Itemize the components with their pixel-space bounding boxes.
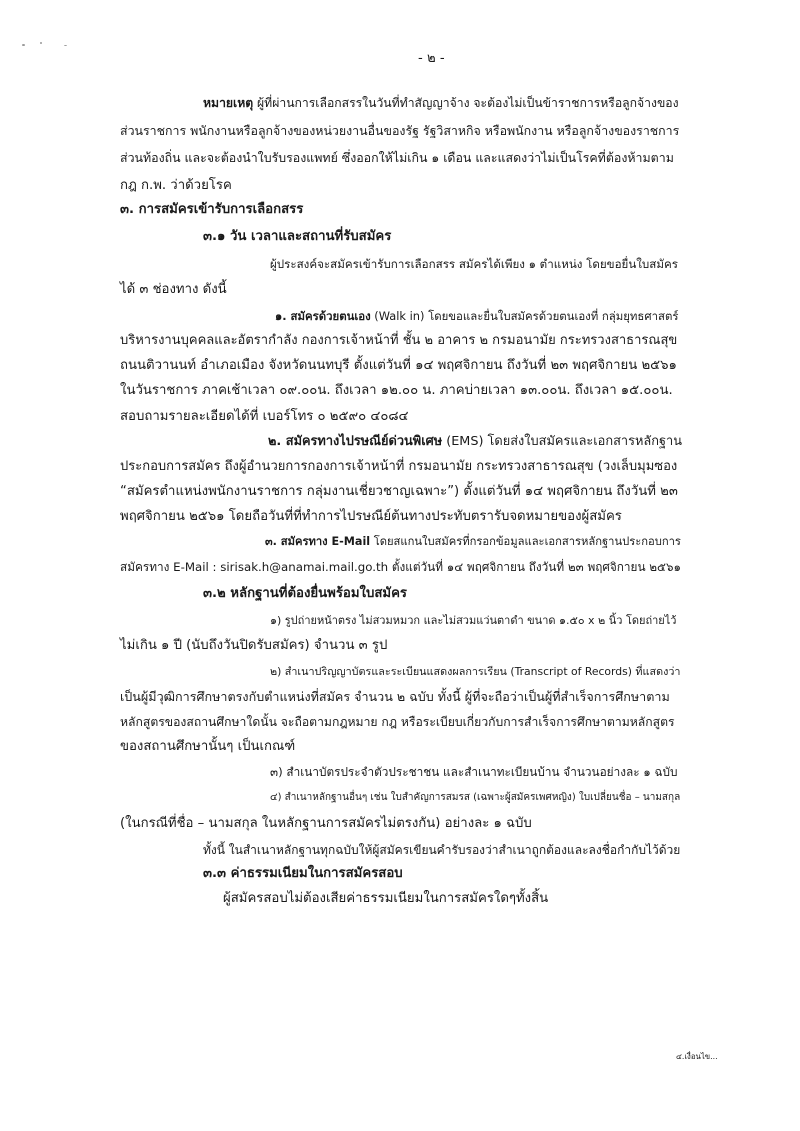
channel-2-line-2: ประกอบการสมัคร ถึงผู้อำนวยการกองการเจ้าหน้าที่ กรมอนามัย กระทรวงสาธารณสุข (วงเล็บมุมซอง: [120, 459, 678, 474]
doc-item-2-line-3: หลักสูตรของสถานศึกษาใดนั้น จะถือตามกฎหมาย กฎ หรือระเบียบเกี่ยวกับการสำเร็จการศึกษาตามหลักสูตร: [120, 715, 675, 729]
page-number: - ๒ -: [418, 51, 445, 66]
channel-1-line-1: [275, 307, 678, 325]
note-text: ผู้ที่ผ่านการเลือกสรรในวันที่ทำสัญญาจ้าง จะต้องไม่เป็นข้าราชการหรือลูกจ้างของ: [253, 96, 679, 110]
note-line-2: ส่วนราชการ พนักงานหรือลูกจ้างของหน่วยงานอื่นของรัฐ รัฐวิสาหกิจ หรือพนักงาน หรือลูกจ้างของราชการ: [120, 123, 680, 138]
section-3-2-heading: ๓.๒ หลักฐานที่ต้องยื่นพร้อมใบสมัคร: [203, 586, 407, 601]
channel-3-line-2: สมัครทาง E-Mail : sirisak.h@anamai.mail.go.th ตั้งแต่วันที่ ๑๔ พฤศจิกายน ถึงวันที่ ๒๓ พฤศจิกายน ๒๕๖๑: [120, 560, 681, 574]
note-line-4: กฎ ก.พ. ว่าด้วยโรค: [120, 178, 232, 193]
doc-item-2-line-1: ๒) สำเนาปริญญาบัตรและระเบียนแสดงผลการเรียน (Transcript of Records) ที่แสดงว่า: [270, 665, 681, 678]
channel-1-line-2: บริหารงานบุคคลและอัตรากำลัง กองการเจ้าหน้าที่ ชั้น ๒ อาคาร ๒ กรมอนามัย กระทรวงสาธารณสุข: [120, 333, 678, 348]
doc-closing-note: ทั้งนี้ ในสำเนาหลักฐานทุกฉบับให้ผู้สมัครเขียนคำรับรองว่าสำเนาถูกต้องและลงชื่อกำกับไว้ด้วย: [203, 843, 681, 857]
continuation-marker: ๔.เงื่อนไข...: [676, 1052, 718, 1061]
scan-speck: [22, 44, 25, 46]
doc-item-4-line-2: (ในกรณีที่ชื่อ – นามสกุล ในหลักฐานการสมัครไม่ตรงกัน) อย่างละ ๑ ฉบับ: [120, 816, 532, 831]
channel-1-text: (Walk in) โดยขอและยื่นใบสมัครด้วยตนเองที่ กลุ่มยุทธศาสตร์: [370, 309, 679, 323]
channel-1-line-4: ในวันราชการ ภาคเช้าเวลา ๐๙.๐๐น. ถึงเวลา ๑๒.๐๐ น. ภาคบ่ายเวลา ๑๓.๐๐น. ถึงเวลา ๑๕.๐๐น.: [120, 383, 673, 398]
channel-3-line-1: [265, 533, 681, 551]
channel-2-line-4: พฤศจิกายน ๒๕๖๑ โดยถือวันที่ที่ทำการไปรษณีย์ต้นทางประทับตรารับจดหมายของผู้สมัคร: [120, 509, 622, 524]
doc-item-1-line-1: ๑) รูปถ่ายหน้าตรง ไม่สวมหมวก และไม่สวมแว่นตาดำ ขนาด ๑.๕๐ x ๒ นิ้ว โดยถ่ายไว้: [270, 614, 677, 627]
s31-intro-2: ได้ ๓ ช่องทาง ดังนี้: [120, 282, 227, 297]
note-line-3: ส่วนท้องถิ่น และจะต้องนำใบรับรองแพทย์ ซึ่งออกให้ไม่เกิน ๑ เดือน และแสดงว่าไม่เป็นโรคที่ต้องห้ามตาม: [120, 150, 674, 165]
doc-item-3-line-1: ๓) สำเนาบัตรประจำตัวประชาชน และสำเนาทะเบียนบ้าน จำนวนอย่างละ ๑ ฉบับ: [270, 765, 678, 779]
scan-speck: [40, 42, 42, 44]
doc-item-2-line-2: เป็นผู้มีวุฒิการศึกษาตรงกับตำแหน่งที่สมัคร จำนวน ๒ ฉบับ ทั้งนี้ ผู้ที่จะถือว่าเป็นผู้ที่สำเร็จการศึกษาตาม: [120, 689, 670, 704]
channel-2-line-1: [268, 433, 682, 451]
note-label: หมายเหตุ: [203, 96, 254, 110]
doc-item-1-line-2: ไม่เกิน ๑ ปี (นับถึงวันปิดรับสมัคร) จำนวน ๓ รูป: [120, 638, 388, 653]
doc-item-2-line-4: ของสถานศึกษานั้นๆ เป็นเกณฑ์: [120, 739, 296, 754]
channel-2-label: ๒. สมัครทางไปรษณีย์ด่วนพิเศษ: [268, 434, 443, 449]
section-3-1-heading: ๓.๑ วัน เวลาและสถานที่รับสมัคร: [203, 229, 392, 244]
channel-1-label: ๑. สมัครด้วยตนเอง: [275, 309, 371, 323]
channel-1-line-3: ถนนติวานนท์ อำเภอเมือง จังหวัดนนทบุรี ตั้งแต่วันที่ ๑๔ พฤศจิกายน ถึงวันที่ ๒๓ พฤศจิกายน ๒๕๖๑: [120, 358, 677, 373]
s31-intro-1: ผู้ประสงค์จะสมัครเข้ารับการเลือกสรร สมัครได้เพียง ๑ ตำแหน่ง โดยขอยื่นใบสมัคร: [270, 257, 678, 271]
doc-item-4-line-1: ๔) สำเนาหลักฐานอื่นๆ เช่น ใบสำคัญการสมรส (เฉพาะผู้สมัครเพศหญิง) ใบเปลี่ยนชื่อ – นามสกุล: [270, 792, 681, 803]
section-3-heading: ๓. การสมัครเข้ารับการเลือกสรร: [120, 202, 304, 217]
section-3-3-heading: ๓.๓ ค่าธรรมเนียมในการสมัครสอบ: [203, 866, 403, 881]
fee-text: ผู้สมัครสอบไม่ต้องเสียค่าธรรมเนียมในการสมัครใดๆทั้งสิ้น: [223, 891, 549, 906]
channel-2-text: (EMS) โดยส่งใบสมัครและเอกสารหลักฐาน: [442, 434, 682, 449]
channel-2-line-3: “สมัครตำแหน่งพนักงานราชการ กลุ่มงานเชี่ยวชาญเฉพาะ”) ตั้งแต่วันที่ ๑๔ พฤศจิกายน ถึงวันที่ ๒๓: [120, 484, 678, 499]
channel-1-line-5: สอบถามรายละเอียดได้ที่ เบอร์โทร ๐ ๒๕๙๐ ๔๐๘๔: [120, 409, 409, 424]
note-line-1: [203, 94, 679, 112]
scan-speck: [64, 45, 67, 46]
channel-3-text: โดยสแกนใบสมัครที่กรอกข้อมูลและเอกสารหลักฐานประกอบการ: [370, 535, 681, 548]
channel-3-label: ๓. สมัครทาง E-Mail: [265, 535, 371, 548]
